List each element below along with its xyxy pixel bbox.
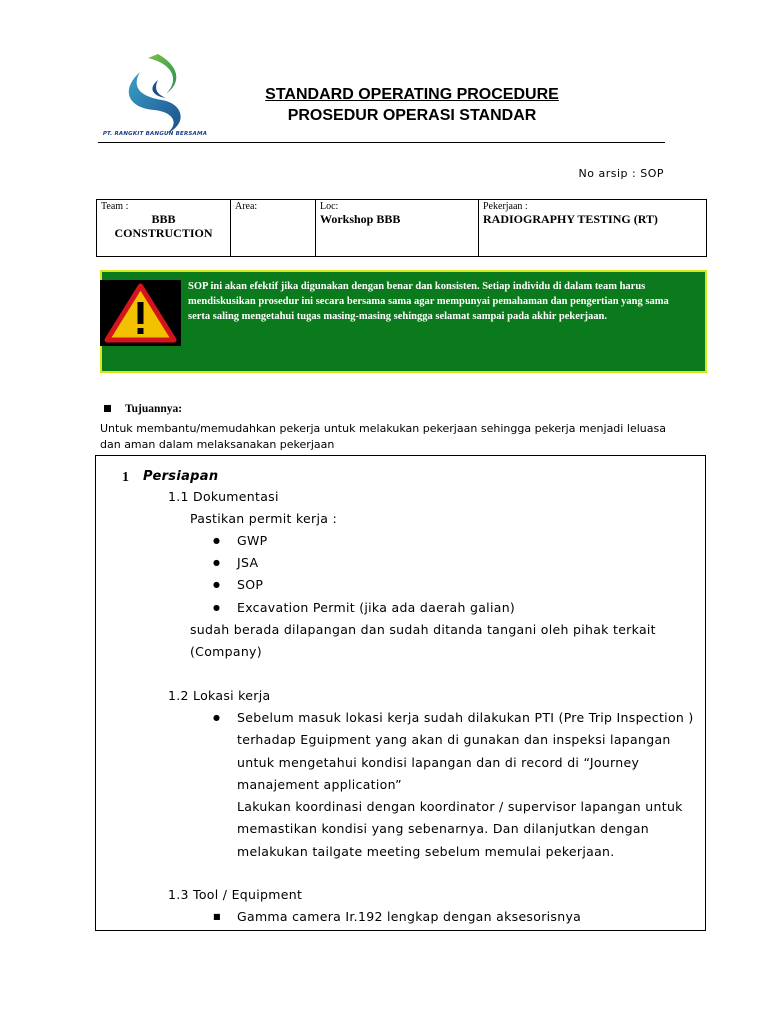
loc-cell bbox=[316, 200, 479, 257]
team-value: BBB CONSTRUCTION bbox=[114, 212, 213, 240]
job-cell bbox=[479, 200, 707, 257]
warning-text: SOP ini akan efektif jika digunakan dengan benar dan konsisten. Setiap individu di dalam team harus mendiskusikan prosedur ini secara bersama sama agar mempunyai pemahaman dan pengertian yang sama serta saling mengetahui tugas masing-masing sehingga selamat sampai pada akhir pekerjaan. bbox=[188, 281, 669, 322]
header-divider bbox=[98, 142, 665, 143]
location-line: manajement application” bbox=[237, 777, 402, 792]
company-logo bbox=[118, 50, 208, 140]
section-number: 1 bbox=[122, 470, 130, 485]
permit-after-line: sudah berada dilapangan dan sudah ditanda tangani oleh pihak terkait bbox=[190, 622, 656, 637]
subsection-heading-1-2: 1.2 Lokasi kerja bbox=[168, 688, 271, 703]
list-item: ● Excavation Permit (jika ada daerah galian) bbox=[237, 600, 515, 615]
section-title: Persiapan bbox=[143, 469, 219, 484]
loc-value: Workshop BBB bbox=[320, 212, 401, 226]
info-table bbox=[96, 199, 707, 257]
subsection-heading-1-1: 1.1 Dokumentasi bbox=[168, 489, 279, 504]
warning-icon-frame bbox=[100, 280, 181, 346]
area-label: Area: bbox=[235, 201, 258, 212]
document-title-en: STANDARD OPERATING PROCEDURE bbox=[265, 86, 559, 103]
location-line: melakukan tailgate meeting sebelum memulai pekerjaan. bbox=[237, 844, 615, 859]
location-line: terhadap Eguipment yang akan di gunakan dan inspeksi lapangan bbox=[237, 732, 671, 747]
purpose-text: Untuk membantu/memudahkan pekerja untuk melakukan pekerjaan sehingga pekerja menjadi leluasa dan aman dalam melaksanakan pekerjaan bbox=[100, 422, 666, 451]
purpose-heading: Tujuannya: bbox=[125, 403, 183, 415]
warning-triangle-icon bbox=[100, 280, 181, 346]
job-value: RADIOGRAPHY TESTING (RT) bbox=[483, 212, 658, 226]
location-line: untuk mengetahui kondisi lapangan dan di record di “Journey bbox=[237, 755, 640, 770]
job-label: Pekerjaan : bbox=[483, 201, 528, 212]
archive-number: No arsip : SOP bbox=[578, 167, 664, 180]
subsection-heading-1-3: 1.3 Tool / Equipment bbox=[168, 887, 303, 902]
location-line: memastikan kondisi yang sebenarnya. Dan dilanjutkan dengan bbox=[237, 821, 650, 836]
location-line: Lakukan koordinasi dengan koordinator / supervisor lapangan untuk bbox=[237, 799, 683, 814]
permit-intro: Pastikan permit kerja : bbox=[190, 511, 338, 526]
permit-after-line: (Company) bbox=[190, 644, 262, 659]
list-item: ● JSA bbox=[237, 555, 258, 570]
area-cell bbox=[231, 200, 316, 257]
list-item: ■ Gamma camera Ir.192 lengkap dengan aksesorisnya bbox=[237, 909, 581, 924]
document-title-id: PROSEDUR OPERASI STANDAR bbox=[287, 107, 537, 124]
location-line: ● Sebelum masuk lokasi kerja sudah dilakukan PTI (Pre Trip Inspection ) bbox=[237, 710, 694, 725]
list-item: ● SOP bbox=[237, 577, 263, 592]
square-bullet-icon bbox=[104, 405, 111, 412]
team-cell bbox=[97, 200, 231, 257]
loc-label: Loc: bbox=[320, 201, 339, 212]
list-item: ● GWP bbox=[237, 533, 267, 548]
company-name: PT. RANGKIT BANGUN BERSAMA bbox=[102, 131, 208, 137]
team-label: Team : bbox=[101, 201, 129, 212]
